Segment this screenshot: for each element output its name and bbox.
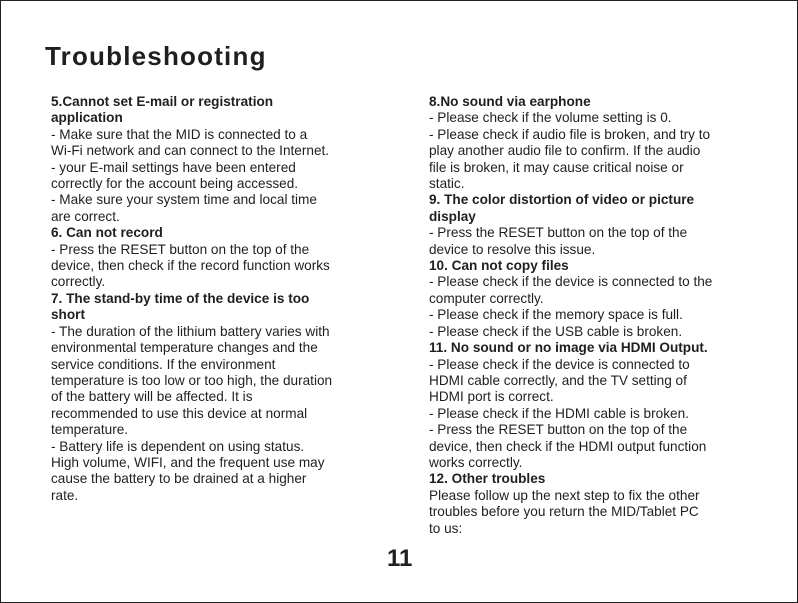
section-text-line: - Please check if the HDMI cable is broken.	[429, 405, 689, 421]
section-text-line: Please follow up the next step to fix the other	[429, 487, 700, 503]
section-text-line: HDMI cable correctly, and the TV setting of	[429, 372, 687, 388]
troubleshooting-section	[51, 94, 381, 225]
section-text-line: service conditions. If the environment	[51, 356, 276, 372]
page-number: 11	[387, 545, 413, 572]
section-text-line: environmental temperature changes and the	[51, 340, 318, 356]
section-text-line: computer correctly.	[429, 290, 544, 306]
section-text-line: rate.	[51, 487, 79, 503]
section-text-line: - Make sure that the MID is connected to a	[51, 126, 308, 142]
section-text-line: to us:	[429, 520, 463, 536]
section-text-line: - Please check if the volume setting is 0.	[429, 110, 672, 126]
troubleshooting-section	[429, 192, 761, 258]
section-text-line: - Please check if the memory space is full.	[429, 307, 683, 323]
left-column	[51, 94, 381, 504]
section-text-line: are correct.	[51, 208, 120, 224]
section-text-line: troubles before you return the MID/Tablet PC	[429, 504, 699, 520]
section-text-line: device, then check if the HDMI output function	[429, 438, 707, 454]
section-text-line: - Press the RESET button on the top of the	[51, 241, 310, 257]
section-heading: 5.Cannot set E-mail or registration	[51, 94, 274, 109]
section-heading: 10. Can not copy files	[429, 258, 569, 274]
section-text-line: - Please check if audio file is broken, and try to	[429, 126, 711, 142]
section-text-line: file is broken, it may cause critical noise or	[429, 159, 684, 175]
section-text-line: - Please check if the device is connected to the	[429, 274, 713, 290]
section-heading: 12. Other troubles	[429, 471, 546, 487]
troubleshooting-section	[51, 225, 381, 291]
section-text-line: - Battery life is dependent on using status.	[51, 438, 305, 454]
section-text-line: temperature.	[51, 422, 129, 438]
section-heading: short	[51, 307, 85, 323]
troubleshooting-section	[51, 291, 381, 504]
troubleshooting-section	[429, 340, 761, 471]
section-text-line: correctly for the account being accessed.	[51, 176, 299, 192]
section-heading: 11. No sound or no image via HDMI Output.	[429, 340, 708, 356]
section-text-line: - Please check if the device is connected to	[429, 356, 690, 372]
section-text-line: recommended to use this device at normal	[51, 405, 308, 421]
section-text-line: Wi-Fi network and can connect to the Internet.	[51, 143, 330, 159]
troubleshooting-section	[429, 471, 761, 537]
section-text-line: works correctly.	[429, 454, 523, 470]
section-text-line: of the battery will be affected. It is	[51, 389, 253, 405]
section-heading: display	[429, 208, 476, 224]
section-text-line: - your E-mail settings have been entered	[51, 159, 296, 175]
section-heading: application	[51, 110, 123, 126]
section-text-line: play another audio file to confirm. If the audio	[429, 143, 701, 159]
section-text-line: High volume, WIFI, and the frequent use may	[51, 454, 325, 470]
section-text-line: temperature is too low or too high, the duration	[51, 372, 333, 388]
page-title: Troubleshooting	[45, 41, 267, 71]
section-heading: 8.No sound via earphone	[429, 94, 591, 109]
section-text-line: - Make sure your system time and local time	[51, 192, 317, 208]
section-text-line: - Press the RESET button on the top of the	[429, 225, 688, 241]
section-text-line: device to resolve this issue.	[429, 241, 596, 257]
section-text-line: - Press the RESET button on the top of the	[429, 422, 688, 438]
section-text-line: - Please check if the USB cable is broken.	[429, 323, 683, 339]
section-heading: 7. The stand-by time of the device is too	[51, 290, 310, 306]
troubleshooting-section	[429, 94, 761, 192]
section-text-line: correctly.	[51, 274, 106, 290]
section-text-line: cause the battery to be drained at a higher	[51, 471, 307, 487]
section-text-line: static.	[429, 176, 465, 192]
troubleshooting-section	[429, 258, 761, 340]
section-heading: 6. Can not record	[51, 225, 163, 241]
section-text-line: HDMI port is correct.	[429, 389, 554, 405]
right-column	[429, 94, 761, 537]
section-text-line: - The duration of the lithium battery varies with	[51, 323, 330, 339]
section-heading: 9. The color distortion of video or picture	[429, 192, 695, 208]
section-text-line: device, then check if the record function works	[51, 258, 330, 274]
